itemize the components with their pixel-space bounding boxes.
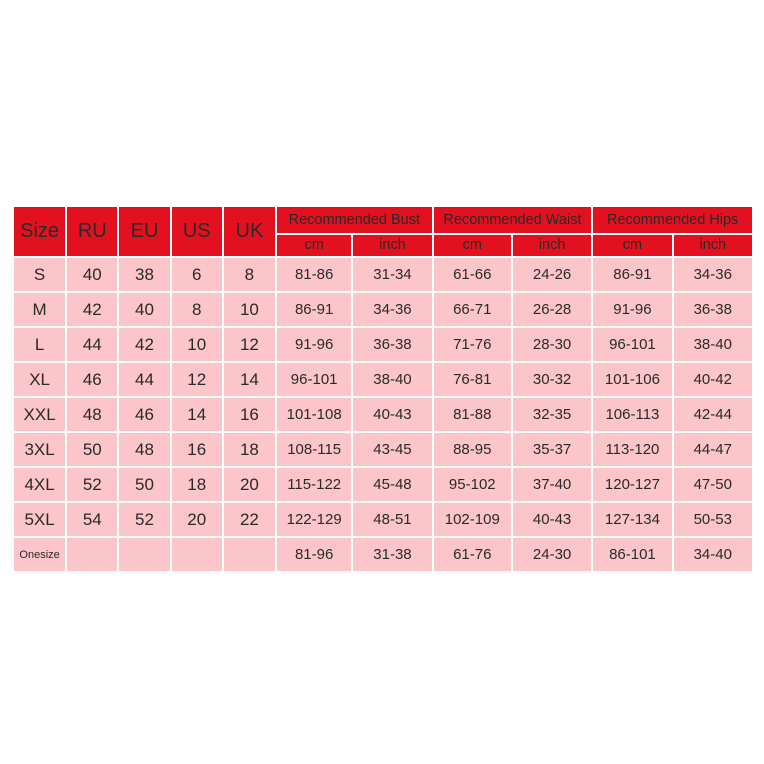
cell-ru: 54 (67, 503, 117, 536)
table-row (14, 503, 752, 536)
cell-bust-cm: 108-115 (277, 433, 351, 466)
table-row (14, 363, 752, 396)
cell-eu (119, 538, 169, 571)
cell-hips-cm: 127-134 (593, 503, 671, 536)
cell-waist-cm: 61-76 (434, 538, 511, 571)
header-hips: Recommended Hips (593, 207, 752, 233)
cell-hips-inch: 42-44 (674, 398, 752, 431)
cell-waist-inch: 28-30 (513, 328, 591, 361)
cell-eu: 50 (119, 468, 169, 501)
cell-ru: 40 (67, 258, 117, 291)
cell-bust-cm: 101-108 (277, 398, 351, 431)
cell-hips-cm: 96-101 (593, 328, 671, 361)
cell-hips-cm: 86-91 (593, 258, 671, 291)
cell-hips-inch: 44-47 (674, 433, 752, 466)
table-row (14, 328, 752, 361)
table-row (14, 398, 752, 431)
table-header (14, 207, 752, 256)
header-size: Size (14, 207, 65, 256)
cell-uk (224, 538, 275, 571)
cell-us: 12 (172, 363, 222, 396)
cell-hips-cm: 101-106 (593, 363, 671, 396)
cell-hips-inch: 50-53 (674, 503, 752, 536)
cell-bust-cm: 115-122 (277, 468, 351, 501)
cell-waist-cm: 66-71 (434, 293, 511, 326)
cell-waist-cm: 95-102 (434, 468, 511, 501)
cell-uk: 18 (224, 433, 275, 466)
cell-ru: 42 (67, 293, 117, 326)
table-row (14, 433, 752, 466)
cell-bust-inch: 31-38 (353, 538, 431, 571)
cell-eu: 46 (119, 398, 169, 431)
cell-waist-inch: 37-40 (513, 468, 591, 501)
cell-bust-inch: 34-36 (353, 293, 431, 326)
cell-eu: 48 (119, 433, 169, 466)
cell-bust-inch: 45-48 (353, 468, 431, 501)
size-table (12, 205, 754, 573)
header-bust-cm: cm (277, 235, 351, 256)
cell-us (172, 538, 222, 571)
cell-waist-cm: 81-88 (434, 398, 511, 431)
cell-eu: 40 (119, 293, 169, 326)
cell-uk: 22 (224, 503, 275, 536)
cell-ru (67, 538, 117, 571)
table-row (14, 293, 752, 326)
header-ru: RU (67, 207, 117, 256)
cell-ru: 52 (67, 468, 117, 501)
header-us: US (172, 207, 222, 256)
cell-waist-inch: 30-32 (513, 363, 591, 396)
header-uk: UK (224, 207, 275, 256)
cell-hips-inch: 47-50 (674, 468, 752, 501)
cell-bust-inch: 31-34 (353, 258, 431, 291)
cell-us: 16 (172, 433, 222, 466)
header-hips-inch: inch (674, 235, 752, 256)
cell-ru: 44 (67, 328, 117, 361)
cell-bust-inch: 43-45 (353, 433, 431, 466)
cell-waist-cm: 71-76 (434, 328, 511, 361)
cell-bust-cm: 96-101 (277, 363, 351, 396)
cell-size: 4XL (14, 468, 65, 501)
cell-us: 10 (172, 328, 222, 361)
cell-waist-cm: 76-81 (434, 363, 511, 396)
cell-hips-inch: 38-40 (674, 328, 752, 361)
table-row (14, 538, 752, 571)
cell-size: L (14, 328, 65, 361)
cell-uk: 16 (224, 398, 275, 431)
cell-hips-cm: 86-101 (593, 538, 671, 571)
table-row (14, 468, 752, 501)
cell-eu: 52 (119, 503, 169, 536)
cell-size: 5XL (14, 503, 65, 536)
cell-eu: 44 (119, 363, 169, 396)
cell-eu: 42 (119, 328, 169, 361)
cell-size: XL (14, 363, 65, 396)
cell-bust-cm: 91-96 (277, 328, 351, 361)
header-hips-cm: cm (593, 235, 671, 256)
cell-waist-cm: 102-109 (434, 503, 511, 536)
cell-bust-inch: 48-51 (353, 503, 431, 536)
cell-bust-inch: 36-38 (353, 328, 431, 361)
header-bust: Recommended Bust (277, 207, 432, 233)
header-bust-inch: inch (353, 235, 431, 256)
cell-size: S (14, 258, 65, 291)
cell-bust-cm: 81-86 (277, 258, 351, 291)
cell-ru: 50 (67, 433, 117, 466)
cell-uk: 12 (224, 328, 275, 361)
cell-waist-cm: 61-66 (434, 258, 511, 291)
table-row (14, 258, 752, 291)
cell-ru: 48 (67, 398, 117, 431)
cell-uk: 14 (224, 363, 275, 396)
cell-us: 18 (172, 468, 222, 501)
cell-waist-inch: 26-28 (513, 293, 591, 326)
cell-us: 6 (172, 258, 222, 291)
cell-hips-cm: 120-127 (593, 468, 671, 501)
table-body (14, 258, 752, 571)
cell-bust-inch: 38-40 (353, 363, 431, 396)
header-waist: Recommended Waist (434, 207, 592, 233)
cell-waist-inch: 24-30 (513, 538, 591, 571)
header-eu: EU (119, 207, 169, 256)
cell-hips-cm: 91-96 (593, 293, 671, 326)
cell-uk: 8 (224, 258, 275, 291)
cell-waist-inch: 24-26 (513, 258, 591, 291)
cell-hips-inch: 40-42 (674, 363, 752, 396)
cell-us: 20 (172, 503, 222, 536)
cell-uk: 10 (224, 293, 275, 326)
cell-hips-inch: 36-38 (674, 293, 752, 326)
header-waist-inch: inch (513, 235, 591, 256)
cell-us: 14 (172, 398, 222, 431)
cell-size: M (14, 293, 65, 326)
cell-hips-cm: 113-120 (593, 433, 671, 466)
cell-size: 3XL (14, 433, 65, 466)
cell-bust-cm: 81-96 (277, 538, 351, 571)
cell-waist-inch: 40-43 (513, 503, 591, 536)
cell-size: XXL (14, 398, 65, 431)
cell-hips-inch: 34-36 (674, 258, 752, 291)
cell-hips-inch: 34-40 (674, 538, 752, 571)
cell-us: 8 (172, 293, 222, 326)
cell-bust-inch: 40-43 (353, 398, 431, 431)
cell-bust-cm: 86-91 (277, 293, 351, 326)
cell-uk: 20 (224, 468, 275, 501)
size-chart (12, 205, 754, 573)
header-waist-cm: cm (434, 235, 511, 256)
cell-eu: 38 (119, 258, 169, 291)
cell-waist-cm: 88-95 (434, 433, 511, 466)
cell-hips-cm: 106-113 (593, 398, 671, 431)
cell-waist-inch: 32-35 (513, 398, 591, 431)
cell-size: Onesize (14, 538, 65, 571)
cell-bust-cm: 122-129 (277, 503, 351, 536)
cell-ru: 46 (67, 363, 117, 396)
cell-waist-inch: 35-37 (513, 433, 591, 466)
